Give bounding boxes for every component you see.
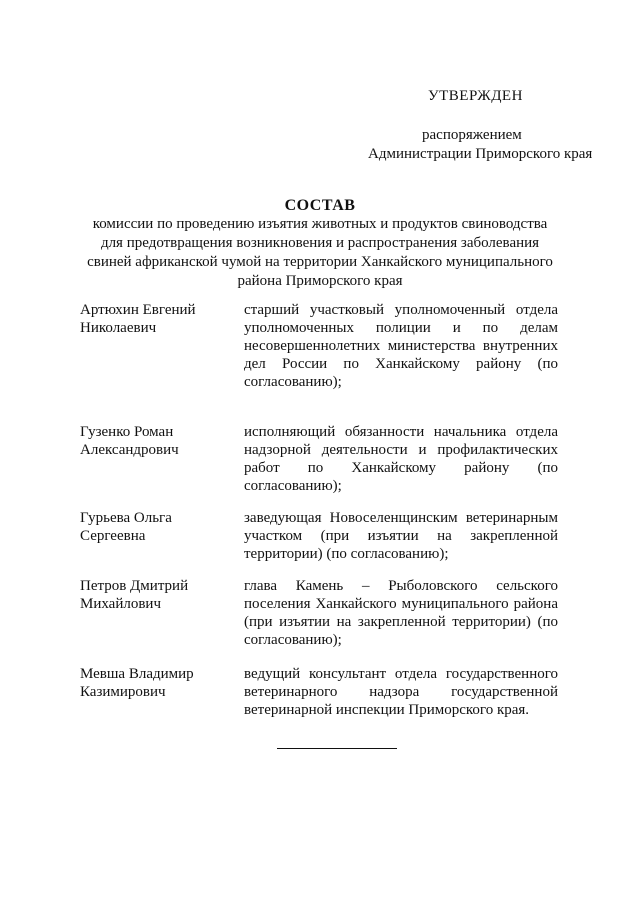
document-title: СОСТАВ [284, 197, 356, 214]
member-role: старший участковый уполномоченный отдела уполномоченных полиции и по делам несовершеннолетних министерства внутренних дел России по Ханкайскому району (по согласованию); [244, 302, 558, 390]
member-role: ведущий консультант отдела государственного ветеринарного надзора государственной ветеринарной инспекции Приморского края. [244, 666, 558, 718]
member-role: исполняющий обязанности начальника отдела надзорной деятельности и профилактических работ по Ханкайскому району (по согласованию); [244, 424, 558, 494]
document-subtitle: комиссии по проведению изъятия животных и продуктов свиноводства для предотвращения возникновения и распространения заболевания свиней африканской чумой на территории Ханкайского муниципального района Приморского края [87, 216, 553, 289]
member-role: глава Камень – Рыболовского сельского поселения Ханкайского муниципального района (при изъятии на закрепленной территории) (по согласованию); [244, 578, 558, 648]
member-name: Петров Дмитрий Михайлович [80, 578, 189, 612]
approved-by-line1: распоряжением [422, 127, 522, 143]
member-name: Артюхин Евгений Николаевич [80, 302, 196, 336]
approved-by-line2: Администрации Приморского края [368, 146, 593, 162]
approved-heading: УТВЕРЖДЕН [428, 88, 523, 104]
member-name: Мевша Владимир Казимирович [80, 666, 194, 700]
end-divider [277, 748, 397, 749]
member-name: Гурьева Ольга Сергеевна [80, 510, 172, 544]
member-name: Гузенко Роман Александрович [80, 424, 179, 458]
member-role: заведующая Новоселенщинским ветеринарным участком (при изъятии на закрепленной территории) (по согласованию); [244, 510, 558, 562]
